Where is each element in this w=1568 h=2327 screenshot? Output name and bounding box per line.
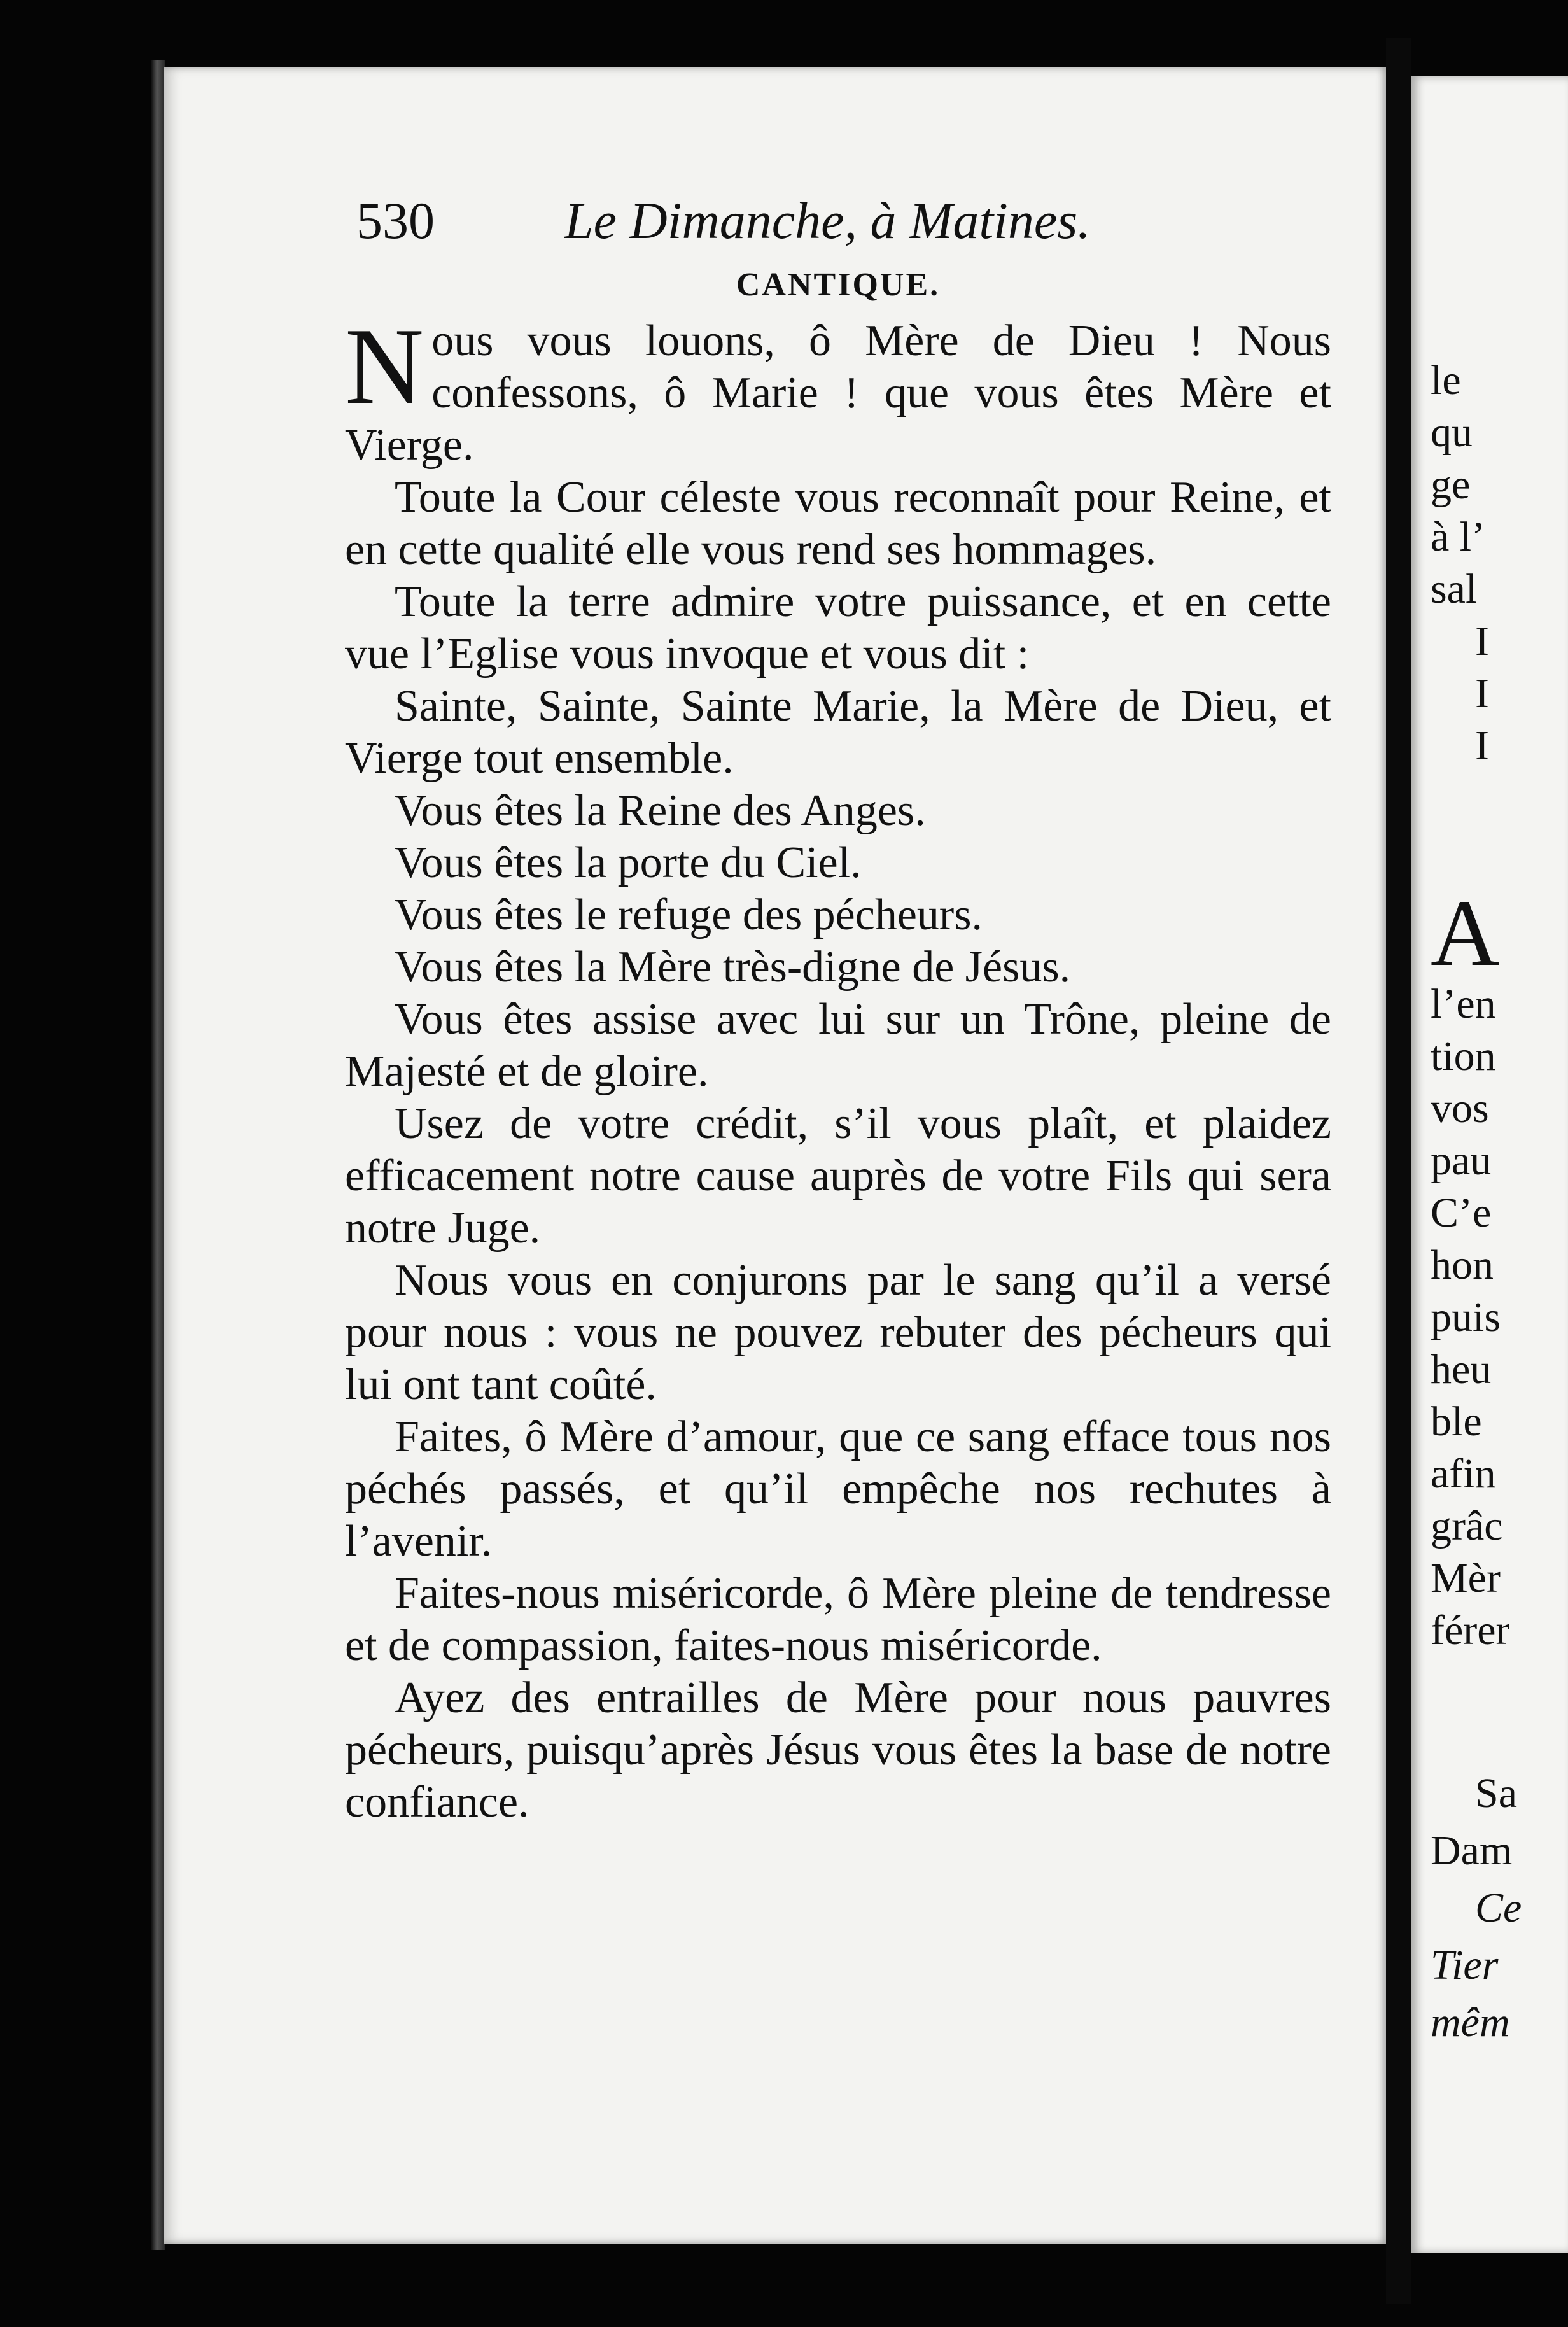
facing-fragment: sal — [1431, 566, 1478, 612]
facing-fragment: qu — [1431, 409, 1473, 456]
facing-fragment: puis — [1431, 1294, 1501, 1340]
facing-fragment: l’en — [1431, 981, 1496, 1027]
facing-fragment: afin — [1431, 1451, 1496, 1497]
facing-fragment: Sa — [1475, 1770, 1517, 1817]
paragraph-11: Nous vous en conjurons par le sang qu’il a versé pour nous : vous ne pouvez rebuter des pécheurs qui lui ont tant coûté. — [345, 1256, 1331, 1409]
gutter — [1386, 38, 1411, 2304]
facing-fragment: C’e — [1431, 1190, 1492, 1236]
binding-edge — [151, 60, 165, 2250]
section-title: CANTIQUE. — [736, 267, 941, 303]
paragraph-5: Vous êtes la Reine des Anges. — [395, 786, 926, 835]
facing-fragment: le — [1431, 357, 1461, 404]
paragraph-13: Faites-nous miséricorde, ô Mère pleine de tendresse et de compassion, faites-nous miséricorde. — [345, 1569, 1331, 1670]
facing-fragment: ble — [1431, 1398, 1482, 1445]
facing-drop-cap: A — [1431, 880, 1500, 986]
running-title: Le Dimanche, à Matines. — [564, 192, 1091, 250]
facing-fragment: I — [1475, 618, 1489, 664]
paragraph-12: Faites, ô Mère d’amour, que ce sang efface tous nos péchés passés, et qu’il empêche nos rechutes à l’avenir. — [345, 1412, 1331, 1566]
running-head — [345, 185, 1331, 255]
facing-fragment: Dam — [1431, 1827, 1513, 1874]
facing-fragment: hon — [1431, 1242, 1494, 1288]
facing-fragment: Tier — [1431, 1942, 1499, 1988]
facing-fragment: heu — [1431, 1346, 1492, 1393]
paragraph-3: Toute la terre admire votre puissance, et en cette vue l’Eglise vous invoque et vous dit : — [345, 577, 1331, 678]
page-number: 530 — [356, 192, 435, 250]
facing-fragment: ge — [1431, 461, 1471, 508]
facing-fragment: à l’ — [1431, 514, 1486, 560]
facing-fragment: férer — [1431, 1607, 1510, 1654]
facing-fragment: I — [1475, 670, 1489, 717]
paragraph-6: Vous êtes la porte du Ciel. — [395, 838, 862, 887]
paragraph-4: Sainte, Sainte, Sainte Marie, la Mère de Dieu, et Vierge tout ensemble. — [345, 682, 1331, 783]
paragraph-text: ous vous louons, ô Mère de Dieu ! Nous confessons, ô Marie ! que vous êtes Mère et Vierge. — [345, 316, 1331, 470]
paragraph-7: Vous êtes le refuge des pécheurs. — [395, 890, 983, 939]
drop-cap: N — [345, 315, 424, 427]
paragraph-14: Ayez des entrailles de Mère pour nous pauvres pécheurs, puisqu’après Jésus vous êtes la base de notre confiance. — [345, 1673, 1331, 1827]
paragraph-2: Toute la Cour céleste vous reconnaît pour Reine, et en cette qualité elle vous rend ses hommages. — [345, 473, 1331, 574]
facing-fragment: mêm — [1431, 1999, 1510, 2046]
facing-fragment: tion — [1431, 1033, 1496, 1079]
facing-fragment: Ce — [1475, 1885, 1522, 1931]
facing-fragment: Mèr — [1431, 1555, 1501, 1601]
paragraph-10: Usez de votre crédit, s’il vous plaît, et plaidez efficacement notre cause auprès de votre Fils qui sera notre Juge. — [345, 1099, 1331, 1253]
paragraph-1 — [345, 315, 1331, 472]
paragraph-8: Vous êtes la Mère très-digne de Jésus. — [395, 943, 1071, 992]
page-text — [345, 185, 1331, 1829]
facing-fragment: I — [1475, 722, 1489, 769]
facing-fragment: vos — [1431, 1085, 1489, 1132]
paragraph-9: Vous êtes assise avec lui sur un Trône, pleine de Majesté et de gloire. — [345, 995, 1331, 1096]
facing-page — [1411, 76, 1568, 2253]
facing-fragment: pau — [1431, 1137, 1492, 1184]
facing-fragment: grâc — [1431, 1503, 1503, 1549]
